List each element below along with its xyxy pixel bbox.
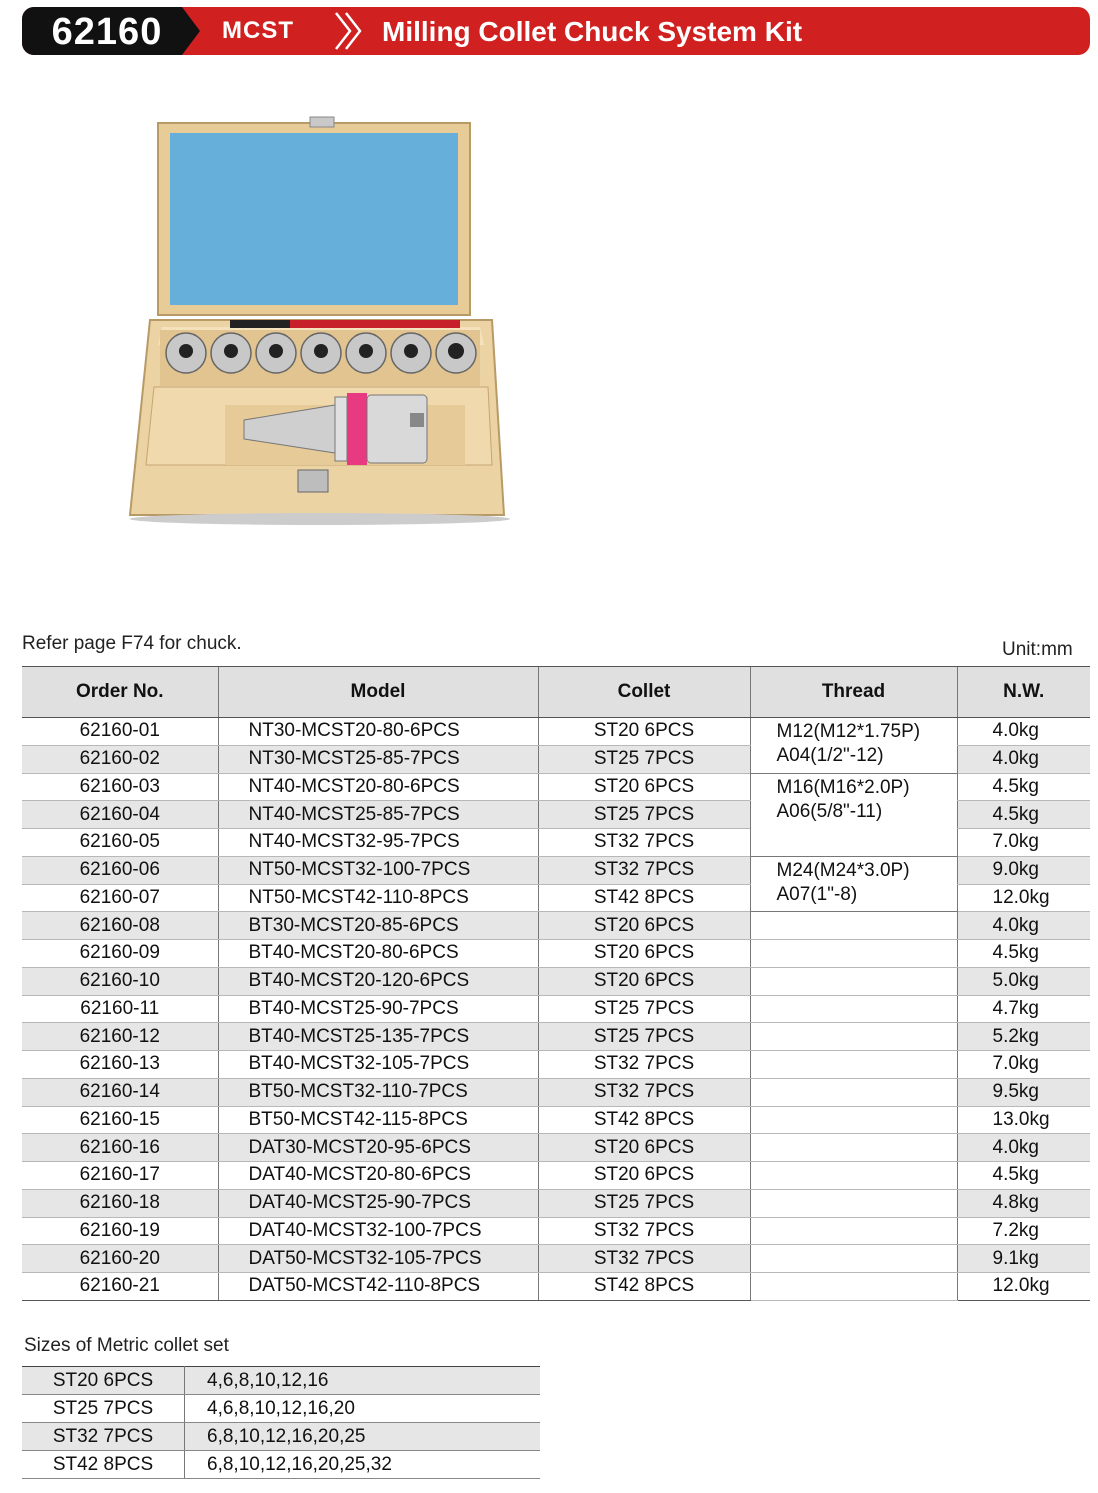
thread-cell-empty xyxy=(750,1217,957,1245)
order-no-cell: 62160-20 xyxy=(22,1245,218,1273)
thread-cell-empty xyxy=(750,1023,957,1051)
net-weight-cell: 12.0kg xyxy=(957,1273,1090,1301)
table-row xyxy=(22,1217,1090,1245)
table-row xyxy=(22,773,1090,801)
thread-cell-empty xyxy=(750,1051,957,1079)
thread-cell-empty xyxy=(750,912,957,940)
thread-cell-empty xyxy=(750,1106,957,1134)
collet-set-name: ST20 6PCS xyxy=(22,1367,185,1395)
net-weight-cell: 12.0kg xyxy=(957,884,1090,912)
net-weight-cell: 9.5kg xyxy=(957,1078,1090,1106)
table-header-row xyxy=(22,667,1090,718)
table-row xyxy=(22,995,1090,1023)
collet-cell: ST32 7PCS xyxy=(538,856,750,884)
table-row xyxy=(22,1367,540,1395)
model-cell: NT40-MCST32-95-7PCS xyxy=(218,829,538,857)
model-cell: DAT40-MCST25-90-7PCS xyxy=(218,1189,538,1217)
model-cell: BT40-MCST20-120-6PCS xyxy=(218,967,538,995)
sizes-title: Sizes of Metric collet set xyxy=(24,1335,229,1356)
order-no-cell: 62160-11 xyxy=(22,995,218,1023)
collet-cell: ST20 6PCS xyxy=(538,773,750,801)
collet-cell: ST32 7PCS xyxy=(538,829,750,857)
order-no-cell: 62160-18 xyxy=(22,1189,218,1217)
order-no-cell: 62160-05 xyxy=(22,829,218,857)
collet-cell: ST20 6PCS xyxy=(538,967,750,995)
net-weight-cell: 4.0kg xyxy=(957,745,1090,773)
order-no-cell: 62160-14 xyxy=(22,1078,218,1106)
table-row xyxy=(22,1162,1090,1190)
collet-cell: ST20 6PCS xyxy=(538,1162,750,1190)
table-row xyxy=(22,1423,540,1451)
thread-cell-empty xyxy=(750,940,957,968)
collet-cell: ST32 7PCS xyxy=(538,1245,750,1273)
table-row xyxy=(22,912,1090,940)
thread-inch: A07(1"-8) xyxy=(776,883,858,905)
table-row xyxy=(22,940,1090,968)
collet-cell: ST25 7PCS xyxy=(538,801,750,829)
collet-cell: ST32 7PCS xyxy=(538,1217,750,1245)
order-no-cell: 62160-13 xyxy=(22,1051,218,1079)
order-no-cell: 62160-21 xyxy=(22,1273,218,1301)
table-row xyxy=(22,1078,1090,1106)
model-cell: DAT40-MCST32-100-7PCS xyxy=(218,1217,538,1245)
order-no-cell: 62160-03 xyxy=(22,773,218,801)
thread-cell-empty xyxy=(750,967,957,995)
collet-set-sizes: 4,6,8,10,12,16 xyxy=(185,1367,541,1395)
thread-cell xyxy=(750,856,957,912)
thread-metric: M12(M12*1.75P) xyxy=(776,721,921,742)
net-weight-cell: 13.0kg xyxy=(957,1106,1090,1134)
thread-inch: A04(1/2"-12) xyxy=(776,745,884,766)
order-no-cell: 62160-16 xyxy=(22,1134,218,1162)
thread-cell-empty xyxy=(750,1162,957,1190)
unit-note: Unit:mm xyxy=(1002,639,1073,660)
order-no-cell: 62160-07 xyxy=(22,884,218,912)
header-order-no: Order No. xyxy=(22,667,218,718)
collet-set-name: ST25 7PCS xyxy=(22,1395,185,1423)
net-weight-cell: 7.0kg xyxy=(957,1051,1090,1079)
thread-cell xyxy=(750,718,957,774)
table-row xyxy=(22,1395,540,1423)
net-weight-cell: 9.0kg xyxy=(957,856,1090,884)
order-no-cell: 62160-12 xyxy=(22,1023,218,1051)
collet-set-sizes: 6,8,10,12,16,20,25 xyxy=(185,1423,541,1451)
order-no-cell: 62160-01 xyxy=(22,718,218,746)
model-cell: NT30-MCST20-80-6PCS xyxy=(218,718,538,746)
order-no-cell: 62160-19 xyxy=(22,1217,218,1245)
product-code: 62160 xyxy=(51,11,163,53)
order-no-cell: 62160-08 xyxy=(22,912,218,940)
model-cell: NT40-MCST25-85-7PCS xyxy=(218,801,538,829)
header-nw: N.W. xyxy=(957,667,1090,718)
series-label: MCST xyxy=(222,17,294,44)
order-no-cell: 62160-04 xyxy=(22,801,218,829)
net-weight-cell: 7.0kg xyxy=(957,829,1090,857)
order-no-cell: 62160-06 xyxy=(22,856,218,884)
table-row xyxy=(22,1451,540,1479)
table-row xyxy=(22,856,1090,884)
order-no-cell: 62160-15 xyxy=(22,1106,218,1134)
header-banner xyxy=(22,7,1090,55)
collet-cell: ST20 6PCS xyxy=(538,1134,750,1162)
table-row xyxy=(22,1245,1090,1273)
collet-cell: ST42 8PCS xyxy=(538,1273,750,1301)
page-title: Milling Collet Chuck System Kit xyxy=(382,16,803,47)
header-model: Model xyxy=(218,667,538,718)
table-row xyxy=(22,718,1090,746)
thread-metric: M24(M24*3.0P) xyxy=(776,859,910,881)
header-collet: Collet xyxy=(538,667,750,718)
collet-set-name: ST32 7PCS xyxy=(22,1423,185,1451)
collet-cell: ST25 7PCS xyxy=(538,1023,750,1051)
product-image-wooden-kit-box xyxy=(120,115,520,535)
model-cell: NT30-MCST25-85-7PCS xyxy=(218,745,538,773)
collet-cell: ST20 6PCS xyxy=(538,912,750,940)
table-row xyxy=(22,967,1090,995)
model-cell: BT40-MCST32-105-7PCS xyxy=(218,1051,538,1079)
collet-set-name: ST42 8PCS xyxy=(22,1451,185,1479)
thread-cell xyxy=(750,773,957,856)
thread-cell-empty xyxy=(750,1245,957,1273)
net-weight-cell: 4.5kg xyxy=(957,773,1090,801)
table-row xyxy=(22,1273,1090,1301)
table-row xyxy=(22,1106,1090,1134)
thread-cell-empty xyxy=(750,1273,957,1301)
table-row xyxy=(22,1189,1090,1217)
net-weight-cell: 4.0kg xyxy=(957,1134,1090,1162)
thread-cell-empty xyxy=(750,1134,957,1162)
net-weight-cell: 4.5kg xyxy=(957,1162,1090,1190)
thread-metric: M16(M16*2.0P) xyxy=(776,776,910,798)
table-row xyxy=(22,1023,1090,1051)
net-weight-cell: 7.2kg xyxy=(957,1217,1090,1245)
net-weight-cell: 5.0kg xyxy=(957,967,1090,995)
model-cell: BT40-MCST25-135-7PCS xyxy=(218,1023,538,1051)
collet-cell: ST25 7PCS xyxy=(538,745,750,773)
model-cell: DAT40-MCST20-80-6PCS xyxy=(218,1162,538,1190)
order-no-cell: 62160-17 xyxy=(22,1162,218,1190)
collet-cell: ST32 7PCS xyxy=(538,1078,750,1106)
collet-cell: ST32 7PCS xyxy=(538,1051,750,1079)
header-thread: Thread xyxy=(750,667,957,718)
net-weight-cell: 4.8kg xyxy=(957,1189,1090,1217)
chevron-right-icon xyxy=(334,11,364,51)
thread-inch: A06(5/8"-11) xyxy=(776,800,883,822)
collet-set-sizes: 4,6,8,10,12,16,20 xyxy=(185,1395,541,1423)
thread-cell-empty xyxy=(750,995,957,1023)
net-weight-cell: 4.0kg xyxy=(957,718,1090,746)
collet-sizes-table xyxy=(22,1366,540,1479)
model-cell: DAT50-MCST32-105-7PCS xyxy=(218,1245,538,1273)
thread-cell-empty xyxy=(750,1189,957,1217)
model-cell: BT50-MCST32-110-7PCS xyxy=(218,1078,538,1106)
collet-cell: ST20 6PCS xyxy=(538,718,750,746)
model-cell: BT30-MCST20-85-6PCS xyxy=(218,912,538,940)
model-cell: NT50-MCST42-110-8PCS xyxy=(218,884,538,912)
model-cell: DAT30-MCST20-95-6PCS xyxy=(218,1134,538,1162)
model-cell: NT40-MCST20-80-6PCS xyxy=(218,773,538,801)
collet-cell: ST25 7PCS xyxy=(538,995,750,1023)
table-row xyxy=(22,1134,1090,1162)
model-cell: BT40-MCST25-90-7PCS xyxy=(218,995,538,1023)
net-weight-cell: 4.5kg xyxy=(957,940,1090,968)
net-weight-cell: 9.1kg xyxy=(957,1245,1090,1273)
model-cell: DAT50-MCST42-110-8PCS xyxy=(218,1273,538,1301)
net-weight-cell: 4.0kg xyxy=(957,912,1090,940)
net-weight-cell: 4.7kg xyxy=(957,995,1090,1023)
table-row xyxy=(22,1051,1090,1079)
model-cell: NT50-MCST32-100-7PCS xyxy=(218,856,538,884)
refer-note: Refer page F74 for chuck. xyxy=(22,633,242,654)
order-table xyxy=(22,666,1090,1301)
collet-cell: ST25 7PCS xyxy=(538,1189,750,1217)
collet-cell: ST42 8PCS xyxy=(538,1106,750,1134)
model-cell: BT50-MCST42-115-8PCS xyxy=(218,1106,538,1134)
order-no-cell: 62160-02 xyxy=(22,745,218,773)
thread-cell-empty xyxy=(750,1078,957,1106)
model-cell: BT40-MCST20-80-6PCS xyxy=(218,940,538,968)
collet-set-sizes: 6,8,10,12,16,20,25,32 xyxy=(185,1451,541,1479)
collet-cell: ST42 8PCS xyxy=(538,884,750,912)
order-no-cell: 62160-10 xyxy=(22,967,218,995)
net-weight-cell: 5.2kg xyxy=(957,1023,1090,1051)
collet-cell: ST20 6PCS xyxy=(538,940,750,968)
net-weight-cell: 4.5kg xyxy=(957,801,1090,829)
order-no-cell: 62160-09 xyxy=(22,940,218,968)
